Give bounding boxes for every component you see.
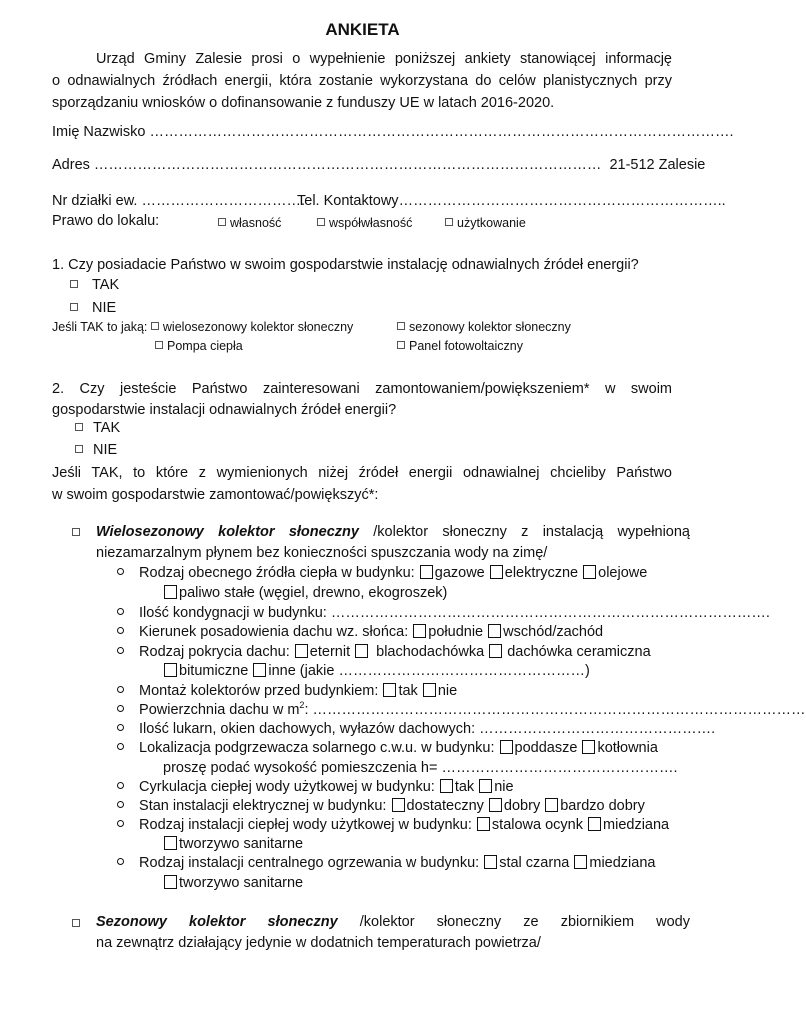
intro-line-3: sporządzaniu wniosków o dofinansowanie z funduszy UE w latach 2016-2020. [52,95,555,111]
area-field[interactable]: : ………………………………………………………………………………………… [304,702,806,718]
intro-line-2: o odnawialnych źródłach energii, która zostanie wykorzystana do celów planistycznych przy [52,73,672,89]
checkbox[interactable] [582,740,595,754]
q2-question-line-2: gospodarstwie instalacji odnawialnych źródeł energii? [52,402,397,418]
checkbox[interactable] [164,585,177,599]
checkbox[interactable] [253,663,266,677]
bullet-icon [117,647,124,654]
q2-question-line-1: 2. Czy jesteście Państwo zainteresowani zamontowaniem/powiększeniem* w swoim [52,381,672,397]
q1-option-pv[interactable]: Panel fotowoltaiczny [397,339,523,353]
bullet-icon [117,568,124,575]
bullet-icon [117,858,124,865]
checkbox[interactable] [397,341,405,349]
multi-heading [96,524,690,540]
bullet-icon [117,608,124,615]
checkbox[interactable] [75,423,83,431]
opt-south[interactable]: południe [412,624,483,640]
checkbox[interactable] [155,341,163,349]
multi-title: Wielosezonowy kolektor słoneczny [96,524,359,540]
name-field[interactable]: …………………………………………………………………………………………………………. [149,124,734,140]
q2-no[interactable]: NIE [75,442,117,458]
opt-galvanized[interactable]: stalowa ocynk [476,817,583,833]
checkbox[interactable] [164,836,177,850]
room-height-row[interactable]: proszę podać wysokość pomieszczenia h= …………………………………………. [163,760,678,776]
premises-option-coownership[interactable]: współwłasność [317,216,412,230]
bullet-icon [117,820,124,827]
bullet-front-mount: Montaż kolektorów przed budynkiem: tak nie [117,683,457,699]
bullet-floors[interactable]: Ilość kondygnacji w budynku: ………………………………………………………………………………. [117,605,770,621]
checkbox[interactable] [397,322,405,330]
checkbox[interactable] [164,875,177,889]
bullet-central-heating: Rodzaj instalacji centralnego ogrzewania w budynku: stal czarna miedziana [117,855,655,871]
q2-if-yes-line-1: Jeśli TAK, to które z wymienionych niżej źródeł energii odnawialnej chcieliby Państwo [52,465,672,481]
bullet-dormers[interactable]: Ilość lukarn, okien dachowych, wyłazów dachowych: …………………………………………. [117,721,715,737]
bullet-heat-source: Rodzaj obecnego źródła ciepła w budynku: gazowe elektryczne olejowe [117,565,647,581]
area-superscript: 2 [299,700,305,711]
checkbox[interactable] [574,855,587,869]
multi-checkbox-row[interactable] [72,525,84,541]
checkbox[interactable] [500,740,513,754]
checkbox[interactable] [383,683,396,697]
plot-row[interactable] [52,193,305,209]
opt-sufficient[interactable]: dostateczny [391,798,484,814]
phone-field[interactable]: ………………………………………………………….. [398,193,726,209]
checkbox[interactable] [545,798,558,812]
address-row[interactable] [52,157,705,173]
checkbox[interactable] [423,683,436,697]
opt-circ-no[interactable]: nie [478,779,513,795]
q2-if-yes-line-2: w swoim gospodarstwie zamontować/powiększyć*: [52,487,379,503]
name-label: Imię Nazwisko [52,124,146,140]
checkbox[interactable] [489,644,502,658]
opt-front-no[interactable]: nie [422,683,457,699]
checkbox[interactable] [218,218,226,226]
opt-very-good[interactable]: bardzo dobry [544,798,645,814]
checkbox[interactable] [477,817,490,831]
bullet-heater-location: Lokalizacja podgrzewacza solarnego c.w.u. w budynku: poddasze kotłownia [117,740,658,756]
opt-eternit[interactable]: eternit [294,644,350,660]
q2-yes[interactable]: TAK [75,420,120,436]
checkbox[interactable] [392,798,405,812]
address-suffix: 21-512 Zalesie [609,157,706,173]
premises-option-usage[interactable]: użytkowanie [445,216,526,230]
bullet-electrical: Stan instalacji elektrycznej w budynku: dostateczny dobry bardzo dobry [117,798,645,814]
checkbox[interactable] [164,663,177,677]
opt-copper[interactable]: miedziana [587,817,669,833]
bullet-icon [117,686,124,693]
bullet-circulation: Cyrkulacja ciepłej wody użytkowej w budynku: tak nie [117,779,514,795]
multi-desc-1: /kolektor słoneczny z instalacją wypełnioną [373,524,690,540]
bullet-icon [117,627,124,634]
q1-option-seasonal[interactable]: sezonowy kolektor słoneczny [397,320,571,334]
q1-yes[interactable]: TAK [70,277,119,293]
phone-row[interactable] [297,193,726,209]
checkbox[interactable] [583,565,596,579]
opt-hw-plastic[interactable]: tworzywo sanitarne [163,836,303,852]
q1-if-yes-label: Jeśli TAK to jaką: [52,320,148,334]
checkbox[interactable] [72,528,80,536]
opt-east-west[interactable]: wschód/zachód [487,624,603,640]
checkbox[interactable] [420,565,433,579]
checkbox[interactable] [295,644,308,658]
opt-gas[interactable]: gazowe [419,565,485,581]
seasonal-title: Sezonowy kolektor słoneczny [96,914,338,930]
height-field[interactable]: …………………………………………. [441,760,678,776]
checkbox[interactable] [588,817,601,831]
bullet-icon [117,705,124,712]
checkbox[interactable] [488,624,501,638]
checkbox[interactable] [70,280,78,288]
seasonal-checkbox-row[interactable] [72,916,84,932]
checkbox[interactable] [484,855,497,869]
opt-front-yes[interactable]: tak [382,683,417,699]
opt-electric[interactable]: elektryczne [489,565,578,581]
other-field[interactable]: ……………………………………………) [338,663,590,679]
address-label: Adres [52,157,90,173]
roof-cover-row-2 [163,663,590,679]
premises-option-ownership[interactable]: własność [218,216,281,230]
bullet-icon [117,782,124,789]
checkbox[interactable] [413,624,426,638]
checkbox[interactable] [479,779,492,793]
q1-option-multiseason[interactable]: wielosezonowy kolektor słoneczny [151,320,353,334]
checkbox[interactable] [490,565,503,579]
opt-good[interactable]: dobry [488,798,540,814]
checkbox[interactable] [70,303,78,311]
dormers-field[interactable]: …………………………………………. [479,721,716,737]
opt-oil[interactable]: olejowe [582,565,647,581]
q1-question: 1. Czy posiadacie Państwo w swoim gospodarstwie instalację odnawialnych źródeł energii? [52,257,639,273]
seasonal-heading [96,914,690,930]
plot-field[interactable]: ……………………………. [141,193,305,209]
plot-label: Nr działki ew. [52,193,138,209]
q1-no[interactable]: NIE [70,300,116,316]
opt-other[interactable]: inne (jakie [252,663,334,679]
opt-bitumen[interactable]: bitumiczne [163,663,248,679]
opt-ch-plastic[interactable]: tworzywo sanitarne [163,875,303,891]
page-title: ANKIETA [325,20,400,39]
floors-field[interactable]: ………………………………………………………………………………. [330,605,770,621]
checkbox[interactable] [75,445,83,453]
multi-desc-2: niezamarzalnym płynem bez konieczności spuszczania wody na zimę/ [96,545,548,561]
checkbox[interactable] [355,644,368,658]
bullet-roof-cover: Rodzaj pokrycia dachu: eternit blachodachówka dachówka ceramiczna [117,644,651,660]
bullet-icon [117,801,124,808]
q1-option-heat-pump[interactable]: Pompa ciepła [155,339,243,353]
opt-ch-copper[interactable]: miedziana [573,855,655,871]
opt-attic[interactable]: poddasze [499,740,578,756]
opt-boiler-room[interactable]: kotłownia [581,740,657,756]
address-field[interactable]: …………………………………………………………………………………………… [93,157,602,173]
name-row[interactable] [52,124,734,140]
opt-solid-fuel[interactable]: paliwo stałe (węgiel, drewno, ekogroszek) [163,585,447,601]
phone-label: Tel. Kontaktowy [297,193,399,209]
checkbox[interactable] [445,218,453,226]
opt-black-steel[interactable]: stal czarna [483,855,569,871]
bullet-icon [117,724,124,731]
bullet-roof-area[interactable]: Powierzchnia dachu w $m^2$: ………………………………………………………………………………………… [117,702,806,718]
seasonal-desc-2: na zewnątrz działający jedynie w dodatnich temperaturach powietrza/ [96,935,541,951]
checkbox[interactable] [489,798,502,812]
checkbox[interactable] [317,218,325,226]
checkbox[interactable] [72,919,80,927]
q1-if-yes-row [52,320,353,334]
bullet-roof-direction: Kierunek posadowienia dachu wz. słońca: południe wschód/zachód [117,624,603,640]
opt-metal-tile[interactable]: blachodachówka [354,644,484,660]
bullet-icon [117,743,124,750]
premises-label: Prawo do lokalu: [52,213,160,229]
seasonal-desc-1: /kolektor słoneczny ze zbiornikiem wody [359,914,690,930]
intro-line-1: Urząd Gminy Zalesie prosi o wypełnienie poniższej ankiety stanowiącej informację [96,51,672,67]
checkbox[interactable] [440,779,453,793]
checkbox[interactable] [151,322,159,330]
bullet-hot-water: Rodzaj instalacji ciepłej wody użytkowej w budynku: stalowa ocynk miedziana [117,817,669,833]
opt-ceramic-tile[interactable]: dachówka ceramiczna [488,644,650,660]
opt-circ-yes[interactable]: tak [439,779,474,795]
